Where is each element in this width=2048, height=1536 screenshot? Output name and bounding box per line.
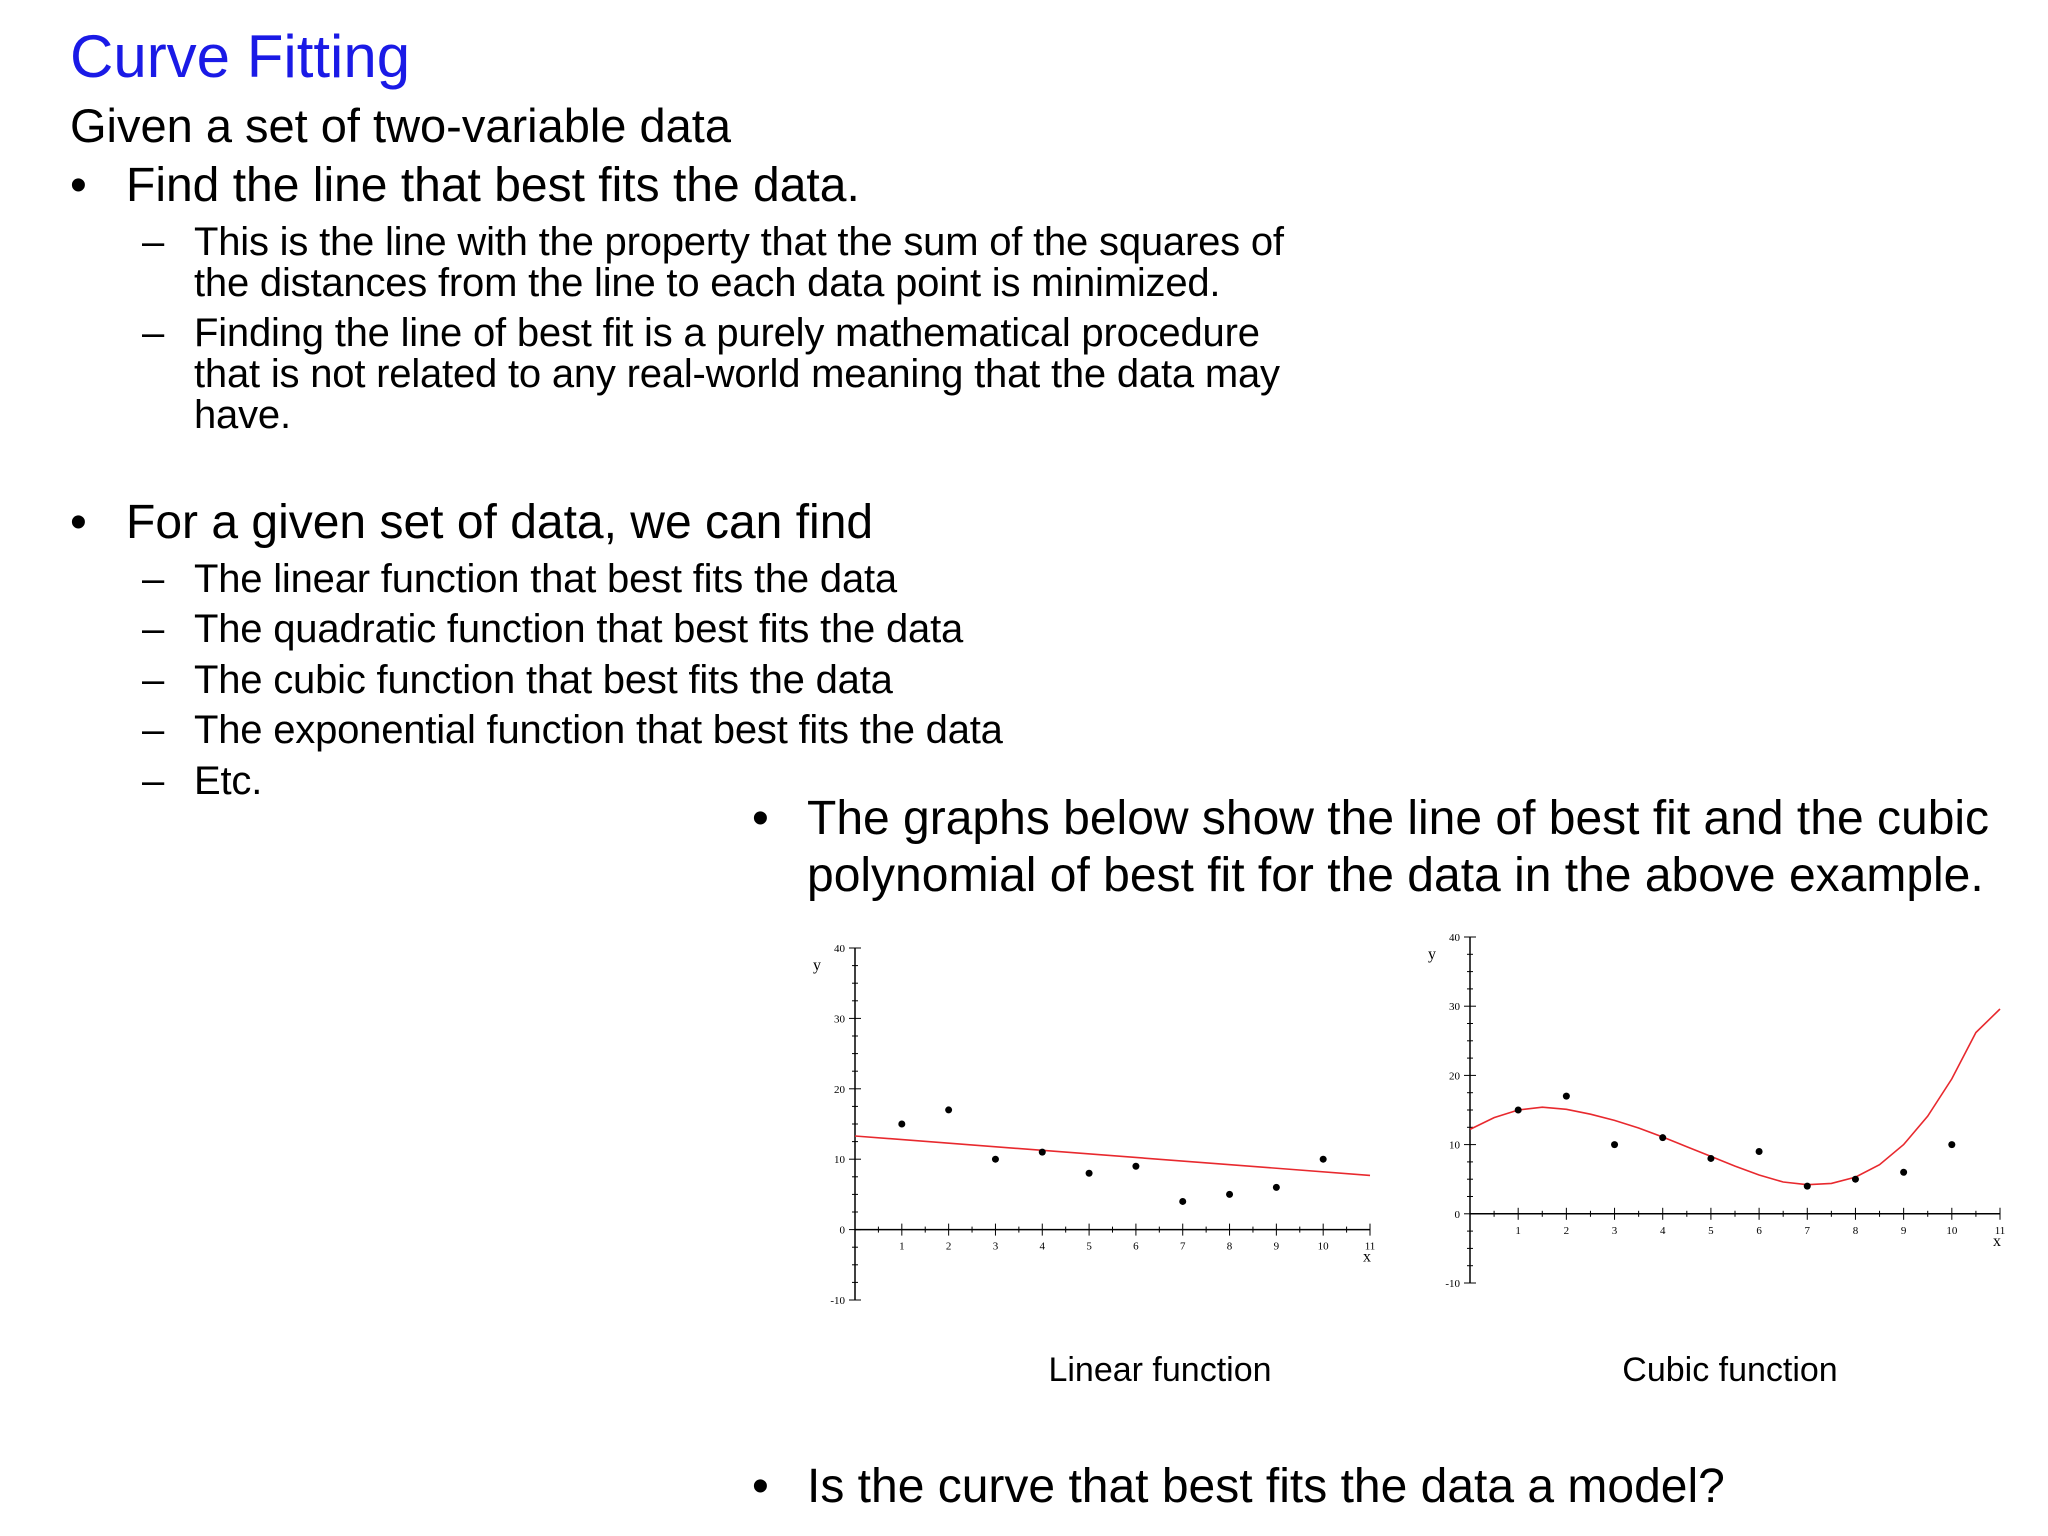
x-tick-label: 9 [1273, 1240, 1280, 1253]
data-point [1900, 1169, 1907, 1176]
data-point [1179, 1198, 1186, 1205]
x-axis-label: x [1993, 1232, 2001, 1250]
subbullet-marker: – [142, 607, 165, 651]
x-tick-label: 6 [1756, 1224, 1762, 1237]
data-point [1611, 1141, 1618, 1148]
y-axis-label: y [1428, 946, 1436, 963]
y-tick-label: -10 [1445, 1278, 1460, 1290]
chart-caption-linear: Linear function [1048, 1351, 1272, 1389]
x-tick-label: 9 [1900, 1224, 1907, 1237]
x-tick-label: 7 [1179, 1240, 1186, 1253]
data-point [1707, 1155, 1714, 1162]
x-tick-label: 1 [1515, 1224, 1521, 1237]
x-tick-label: 2 [945, 1240, 952, 1253]
x-axis-label: x [1363, 1248, 1371, 1266]
data-point [1273, 1184, 1280, 1191]
subbullet-marker: – [142, 220, 165, 264]
x-tick-label: 5 [1086, 1240, 1092, 1253]
data-point [1320, 1156, 1327, 1163]
slide-subtitle: Given a set of two-variable data [70, 99, 731, 152]
subbullet-marker: – [142, 311, 165, 355]
subbullet-text: The quadratic function that best fits the data [194, 607, 964, 651]
subbullet-text: The exponential function that best fits the data [194, 708, 1003, 752]
data-point [1039, 1149, 1046, 1156]
linear-fit-line [855, 1136, 1370, 1175]
x-tick-label: 2 [1563, 1224, 1570, 1237]
subbullet-text: The linear function that best fits the data [194, 557, 897, 601]
y-axis-label: y [813, 957, 821, 974]
data-point [1515, 1107, 1522, 1114]
x-tick-label: 6 [1133, 1240, 1139, 1253]
x-tick-label: 10 [1946, 1224, 1958, 1237]
y-tick-label: 20 [1449, 1070, 1460, 1083]
bullet-marker: • [70, 159, 87, 212]
y-tick-label: 30 [1449, 1001, 1460, 1014]
x-tick-label: 7 [1804, 1224, 1811, 1237]
linear-fit-chart [800, 930, 1400, 1320]
subbullet-text: Etc. [194, 759, 263, 803]
x-tick-label: 3 [992, 1240, 999, 1253]
x-tick-label: 11 [1994, 1224, 2006, 1237]
data-point [898, 1121, 905, 1128]
subbullet-marker: – [142, 759, 165, 803]
bullet-text: Is the curve that best fits the data a model? [807, 1460, 1725, 1513]
bullet-marker: • [70, 496, 87, 549]
data-point [992, 1156, 999, 1163]
bullet-marker: • [752, 1460, 769, 1513]
bullet-marker: • [752, 792, 769, 845]
data-point [1948, 1141, 1955, 1148]
x-tick-label: 8 [1852, 1224, 1859, 1237]
x-tick-label: 5 [1708, 1224, 1714, 1237]
x-tick-label: 3 [1611, 1224, 1618, 1237]
y-tick-label: -10 [830, 1295, 845, 1307]
y-tick-label: 10 [834, 1154, 845, 1167]
slide-title: Curve Fitting [70, 23, 411, 90]
subbullet-text: Finding the line of best fit is a purely mathematical procedure that is not related to any real-world meaning that the data may have. [194, 311, 1280, 437]
y-tick-label: 30 [834, 1013, 845, 1026]
y-tick-label: 10 [1449, 1139, 1460, 1152]
subbullet-marker: – [142, 708, 165, 752]
bullet-text: For a given set of data, we can find [126, 496, 874, 549]
subbullet-text: The cubic function that best fits the data [194, 658, 893, 702]
data-point [1756, 1148, 1763, 1155]
x-tick-label: 10 [1317, 1240, 1329, 1253]
x-tick-label: 4 [1659, 1224, 1666, 1237]
y-tick-label: 0 [839, 1224, 845, 1237]
x-tick-label: 11 [1364, 1240, 1376, 1253]
y-tick-label: 0 [1454, 1208, 1460, 1221]
data-point [1804, 1183, 1811, 1190]
cubic-fit-line [1470, 1009, 2000, 1185]
data-point [1132, 1163, 1139, 1170]
x-tick-label: 4 [1039, 1240, 1046, 1253]
bullet-text: Find the line that best fits the data. [126, 159, 860, 212]
bullet-text: The graphs below show the line of best fit and the cubic polynomial of best fit for the data in the above example. [807, 792, 1990, 902]
cubic-fit-chart [1420, 925, 2030, 1320]
y-tick-label: 40 [1449, 932, 1460, 944]
subbullet-text: This is the line with the property that the sum of the squares of the distances from the line to each data point is minimized. [194, 220, 1284, 305]
x-tick-label: 1 [899, 1240, 905, 1253]
y-tick-label: 40 [834, 943, 845, 955]
subbullet-marker: – [142, 557, 165, 601]
chart-caption-cubic: Cubic function [1622, 1351, 1838, 1389]
data-point [1852, 1176, 1859, 1183]
subbullet-marker: – [142, 658, 165, 702]
data-point [1563, 1093, 1570, 1100]
data-point [1659, 1134, 1666, 1141]
x-tick-label: 8 [1226, 1240, 1233, 1253]
data-point [945, 1106, 952, 1113]
y-tick-label: 20 [834, 1083, 845, 1096]
data-point [1226, 1191, 1233, 1198]
data-point [1086, 1170, 1093, 1177]
